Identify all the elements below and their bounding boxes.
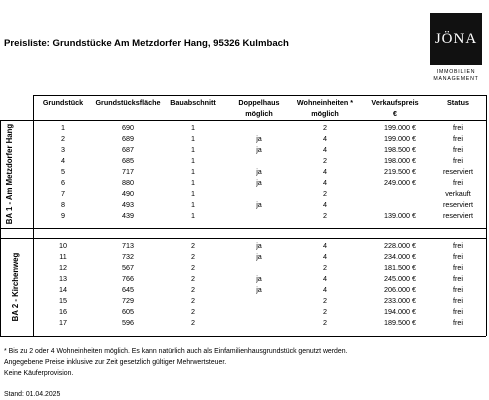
cell-plot: 8 [61,199,65,209]
cell-phase: 2 [191,240,195,250]
cell-price: 198.000 € [384,155,416,165]
cell-units: 4 [323,166,327,176]
cell-status: verkauft [445,188,471,198]
cell-price: 219.500 € [384,166,416,176]
cell-status: frei [453,177,463,187]
cell-plot: 10 [59,240,67,250]
cell-status: frei [453,240,463,250]
cell-double [225,188,293,199]
cell-status: frei [453,251,463,261]
logo-mark: JÖNA [430,13,482,65]
cell-plot: 15 [59,295,67,305]
cell-status: reserviert [443,166,473,176]
cell-plot: 5 [61,166,65,176]
cell-double: ja [256,251,262,261]
logo-line-2: MANAGEMENT [433,76,479,82]
cell-price: 198.500 € [384,144,416,154]
cell-plot: 14 [59,284,67,294]
cell-price: 249.000 € [384,177,416,187]
cell-double [225,262,293,273]
cell-units: 2 [323,188,327,198]
cell-price: 181.500 € [384,262,416,272]
cell-status: frei [453,284,463,294]
cell-area: 685 [122,155,134,165]
cell-area: 729 [122,295,134,305]
cell-price: 228.000 € [384,240,416,250]
cell-units: 2 [323,210,327,220]
cell-phase: 2 [191,306,195,316]
cell-area: 596 [122,317,134,327]
cell-area: 732 [122,251,134,261]
header-price-line2: € [393,109,397,118]
header-status: Status [447,98,469,107]
cell-area: 490 [122,188,134,198]
cell-double: ja [256,133,262,143]
cell-plot: 16 [59,306,67,316]
cell-double [225,122,293,133]
header-double-line2: möglich [245,109,273,118]
cell-plot: 6 [61,177,65,187]
cell-price: 206.000 € [384,284,416,294]
cell-status: frei [453,122,463,132]
cell-units: 2 [323,295,327,305]
cell-double: ja [256,240,262,250]
cell-phase: 2 [191,273,195,283]
cell-area: 766 [122,273,134,283]
cell-area: 605 [122,306,134,316]
cell-price [360,188,416,199]
page-title: Preisliste: Grundstücke Am Metzdorfer Hang, 95326 Kulmbach [4,38,289,49]
footnote-vat: Angegebene Preise inklusive zur Zeit gesetzlich gültiger Mehrwertsteuer. [4,359,227,366]
cell-status: frei [453,262,463,272]
table-border-left [0,120,1,336]
logo-line-1: IMMOBILIEN [436,69,476,75]
cell-units: 4 [323,284,327,294]
cell-plot: 9 [61,210,65,220]
cell-double [225,210,293,221]
cell-units: 4 [323,199,327,209]
header-plot: Grundstück [42,98,84,107]
footnote-date: Stand: 01.04.2025 [4,391,61,398]
cell-price: 199.000 € [384,133,416,143]
cell-plot: 4 [61,155,65,165]
cell-units: 2 [323,306,327,316]
cell-price: 245.000 € [384,273,416,283]
cell-status: reserviert [443,210,473,220]
cell-phase: 1 [191,133,195,143]
cell-double [225,295,293,306]
cell-price: 139.000 € [384,210,416,220]
cell-phase: 1 [191,166,195,176]
cell-units: 4 [323,273,327,283]
cell-phase: 1 [191,122,195,132]
header-units-line2: möglich [311,109,339,118]
table-border-right [486,95,487,336]
cell-status: frei [453,155,463,165]
section-label-ba2: BA 2 - Kirchenweg [11,252,20,322]
header-area: Grundstücksfläche [95,98,161,107]
cell-double: ja [256,199,262,209]
cell-phase: 2 [191,317,195,327]
cell-plot: 1 [61,122,65,132]
cell-double: ja [256,284,262,294]
cell-units: 4 [323,133,327,143]
cell-units: 4 [323,240,327,250]
cell-area: 567 [122,262,134,272]
header-double-line1: Doppelhaus [238,98,280,107]
table-border-bottom [0,336,486,337]
cell-units: 2 [323,122,327,132]
cell-plot: 2 [61,133,65,143]
cell-status: reserviert [443,199,473,209]
cell-units: 2 [323,155,327,165]
cell-price: 194.000 € [384,306,416,316]
cell-status: frei [453,306,463,316]
header-price-line1: Verkaufspreis [371,98,419,107]
cell-phase: 1 [191,177,195,187]
cell-plot: 17 [59,317,67,327]
cell-area: 493 [122,199,134,209]
cell-price: 234.000 € [384,251,416,261]
cell-phase: 1 [191,210,195,220]
cell-plot: 3 [61,144,65,154]
cell-status: frei [453,133,463,143]
header-phase: Bauabschnitt [170,98,216,107]
cell-price: 189.500 € [384,317,416,327]
cell-units: 4 [323,251,327,261]
cell-phase: 2 [191,262,195,272]
cell-double [225,306,293,317]
cell-double [225,317,293,328]
section-label-ba1: BA 1 - Am Metzdorfer Hang [5,123,14,225]
cell-plot: 11 [59,251,67,261]
cell-area: 713 [122,240,134,250]
cell-price: 199.000 € [384,122,416,132]
section-divider-top [0,228,486,229]
header-units-line1: Wohneinheiten * [296,98,354,107]
cell-phase: 1 [191,188,195,198]
cell-plot: 13 [59,273,67,283]
cell-phase: 2 [191,295,195,305]
cell-units: 4 [323,177,327,187]
cell-price [360,199,416,210]
cell-status: frei [453,144,463,154]
cell-status: frei [453,295,463,305]
cell-plot: 12 [59,262,67,272]
cell-phase: 1 [191,144,195,154]
cell-plot: 7 [61,188,65,198]
cell-phase: 1 [191,155,195,165]
cell-area: 439 [122,210,134,220]
cell-units: 2 [323,262,327,272]
cell-area: 645 [122,284,134,294]
cell-price: 233.000 € [384,295,416,305]
cell-area: 687 [122,144,134,154]
cell-units: 4 [323,144,327,154]
cell-phase: 1 [191,199,195,209]
footnote-commission: Keine Käuferprovision. [4,370,74,377]
cell-phase: 2 [191,251,195,261]
cell-double: ja [256,166,262,176]
table-border-top [33,95,486,96]
cell-double [225,155,293,166]
cell-double: ja [256,144,262,154]
cell-status: frei [453,317,463,327]
cell-double: ja [256,273,262,283]
cell-units: 2 [323,317,327,327]
cell-area: 689 [122,133,134,143]
cell-double: ja [256,177,262,187]
cell-status: frei [453,273,463,283]
cell-phase: 2 [191,284,195,294]
footnote-units: * Bis zu 2 oder 4 Wohneinheiten möglich. Es kann natürlich auch als Einfamilienhausgrundstück genutzt werden. [4,348,348,355]
cell-area: 880 [122,177,134,187]
cell-area: 717 [122,166,134,176]
cell-area: 690 [122,122,134,132]
company-logo [430,13,482,87]
